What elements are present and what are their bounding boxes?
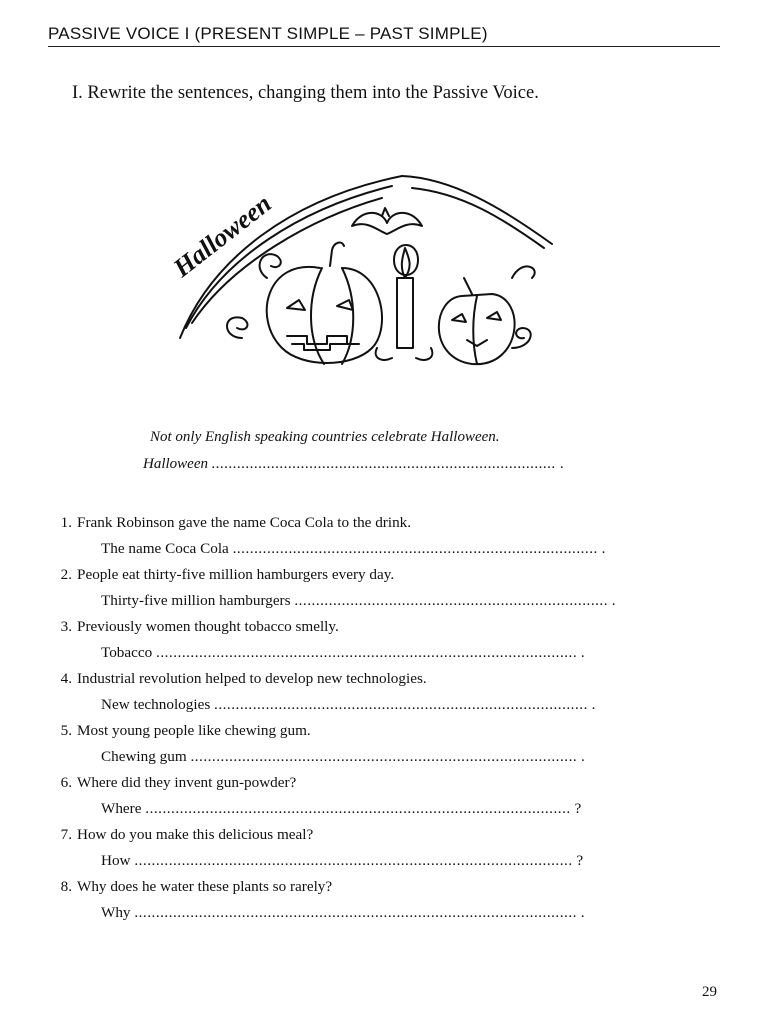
answer-line[interactable]: Where ................................................................................................... ? [101,800,582,817]
candle [376,245,433,360]
item-number: 5. [60,722,72,739]
answer-line[interactable]: Tobacco .................................................................................................. . [101,644,585,661]
exercise-item [48,564,720,616]
page-number: 29 [702,984,717,1000]
item-number: 2. [60,566,72,583]
item-number: 7. [60,826,72,843]
answer-start: The name Coca Cola [101,540,229,557]
item-number: 8. [60,878,72,895]
answer-start: Chewing gum [101,748,187,765]
answer-end: . [611,592,616,609]
exercise-item [48,512,720,564]
halloween-illustration [172,168,564,384]
example-sentence: Not only English speaking countries celebrate Halloween. [150,429,500,445]
item-number: 3. [60,618,72,635]
halloween-drawing [172,168,564,384]
answer-dots: ................................................................................. [211,456,561,472]
item-question: Where did they invent gun-powder? [77,774,297,791]
exercise-item [48,876,720,928]
answer-start: Thirty-five million hamburgers [101,592,291,609]
answer-line[interactable]: Chewing gum .......................................................................................... . [101,748,585,765]
answer-start: Where [101,800,142,817]
exercise-item [48,616,720,668]
example-answer-end: . [560,456,564,472]
exercise-instruction: I. Rewrite the sentences, changing them into the Passive Voice. [72,83,539,103]
example-answer-start: Halloween [143,456,208,472]
answer-start: Tobacco [101,644,153,661]
item-question: How do you make this delicious meal? [77,826,314,843]
answer-end: ? [576,852,584,869]
answer-line[interactable]: Thirty-five million hamburgers ......................................................................... . [101,592,616,609]
answer-start: How [101,852,131,869]
big-pumpkin [267,243,382,364]
exercise-item [48,824,720,876]
small-pumpkin [439,266,535,364]
header-title: PASSIVE VOICE I (PRESENT SIMPLE – PAST SIMPLE) [48,24,488,43]
item-question: People eat thirty-five million hamburgers every day. [77,566,395,583]
answer-end: . [580,904,585,921]
item-question: Industrial revolution helped to develop new technologies. [77,670,427,687]
answer-end: . [601,540,606,557]
halloween-lettering: Halloween [172,188,277,283]
answer-line[interactable]: The name Coca Cola ..................................................................................... . [101,540,606,557]
item-number: 4. [60,670,72,687]
answer-start: New technologies [101,696,211,713]
item-number: 6. [60,774,72,791]
worksheet-header [48,24,720,47]
answer-line[interactable]: New technologies ....................................................................................... . [101,696,596,713]
exercise-item [48,720,720,772]
answer-line[interactable]: Why ....................................................................................................... . [101,904,585,921]
answer-start: Why [101,904,131,921]
item-question: Previously women thought tobacco smelly. [77,618,339,635]
answer-end: . [580,748,585,765]
item-question: Frank Robinson gave the name Coca Cola to the drink. [77,514,412,531]
answer-end: . [591,696,596,713]
answer-line[interactable]: How ...................................................................................................... ? [101,852,584,869]
answer-end: . [580,644,585,661]
exercise-item [48,668,720,720]
example-answer-line [143,456,564,473]
item-number: 1. [60,514,72,531]
exercise-item [48,772,720,824]
item-question: Most young people like chewing gum. [77,722,311,739]
item-question: Why does he water these plants so rarely? [77,878,333,895]
answer-end: ? [574,800,582,817]
exercise-items [48,512,720,928]
